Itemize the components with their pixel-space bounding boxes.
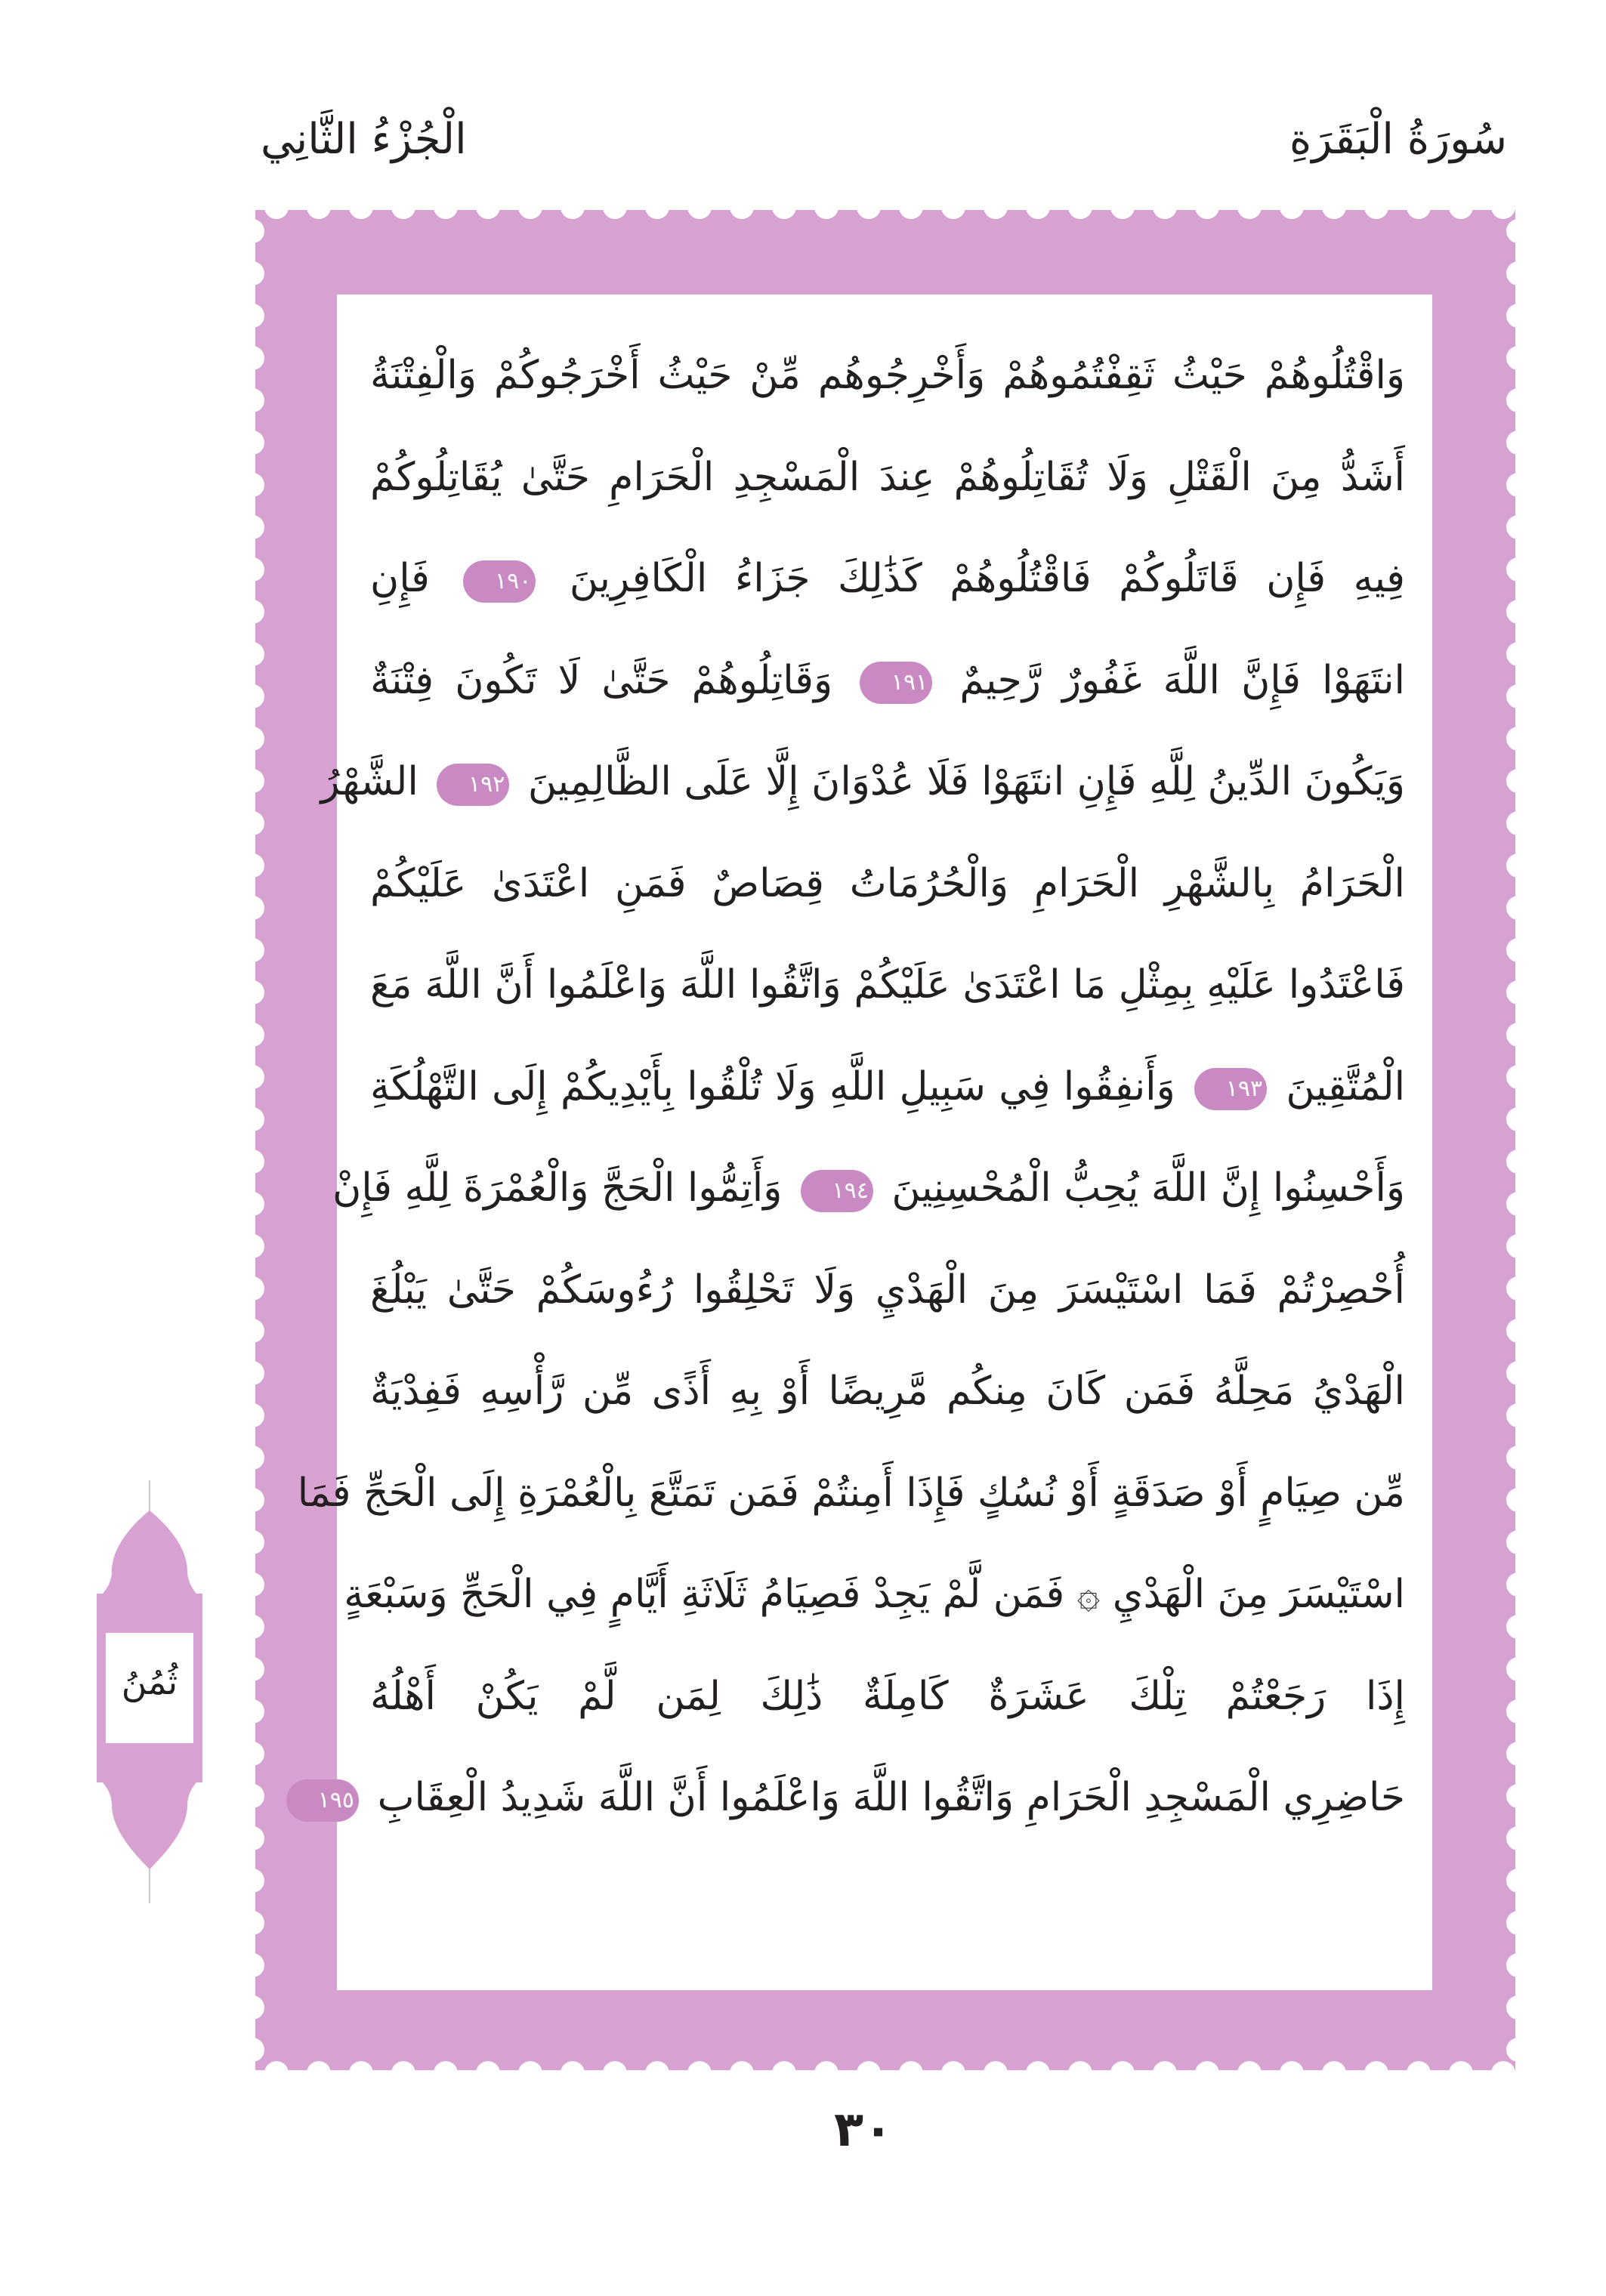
- frame-scallop: [1280, 2061, 1304, 2085]
- line-text: فَاعْتَدُوا عَلَيْهِ بِمِثْلِ مَا اعْتَدَىٰ عَلَيْكُمْ وَاتَّقُوا اللَّهَ وَاعْلَمُوا أَنَّ اللَّهَ مَعَ: [370, 962, 1405, 1008]
- frame-scallop: [240, 557, 264, 582]
- frame-scallop: [561, 195, 585, 219]
- frame-scallop: [240, 1742, 264, 1766]
- frame-scallop: [645, 2061, 669, 2085]
- frame-scallop: [1506, 1869, 1530, 1893]
- line-text: الشَّهْرُ: [320, 759, 418, 804]
- line-text: انتَهَوْا فَإِنَّ اللَّهَ غَفُورٌ رَّحِيمٌ: [959, 657, 1406, 703]
- frame-scallop: [240, 1192, 264, 1216]
- frame-scallop: [240, 600, 264, 624]
- frame-scallop: [391, 2061, 415, 2085]
- frame-scallop: [1506, 1530, 1530, 1554]
- juz-title: الْجُزْءُ الثَّانِي: [261, 115, 467, 164]
- frame-scallop: [240, 1319, 264, 1343]
- quran-text-block: [297, 325, 1406, 1964]
- frame-scallop: [240, 727, 264, 751]
- line-text: إِذَا رَجَعْتُمْ تِلْكَ عَشَرَةٌ كَامِلَةٌ ذَٰلِكَ لِمَن لَّمْ يَكُنْ أَهْلُهُ: [370, 1673, 1405, 1719]
- verse-line: [332, 1137, 1405, 1239]
- frame-scallop: [1506, 1572, 1530, 1597]
- frame-scallop: [240, 1826, 264, 1850]
- ayah-number-marker: ١٩٥: [286, 1779, 359, 1822]
- frame-scallop: [240, 938, 264, 962]
- frame-scallop: [349, 195, 373, 219]
- frame-scallop: [857, 195, 881, 219]
- frame-scallop: [240, 219, 264, 243]
- line-text: الْحَرَامُ بِالشَّهْرِ الْحَرَامِ وَالْحُرُمَاتُ قِصَاصٌ فَمَنِ اعْتَدَىٰ عَلَيْكُمْ: [370, 860, 1405, 906]
- verse-line: [370, 325, 1405, 427]
- verse-line: [370, 1239, 1405, 1341]
- ayah-number-marker: ١٩٤: [801, 1170, 873, 1212]
- frame-scallop: [1506, 769, 1530, 793]
- frame-scallop: [240, 515, 264, 539]
- frame-scallop: [434, 2061, 458, 2085]
- verse-line: [344, 1544, 1405, 1646]
- frame-scallop: [240, 684, 264, 708]
- frame-scallop: [391, 195, 415, 219]
- frame-scallop: [1110, 195, 1135, 219]
- frame-scallop: [240, 388, 264, 412]
- frame-scallop: [1506, 1234, 1530, 1258]
- verse-line: [370, 1036, 1405, 1138]
- frame-scallop: [1506, 1953, 1530, 1977]
- frame-scallop: [476, 2061, 500, 2085]
- frame-scallop: [518, 2061, 542, 2085]
- verse-line: [320, 731, 1405, 833]
- frame-scallop: [1506, 1403, 1530, 1427]
- frame-scallop: [240, 1784, 264, 1808]
- frame-scallop: [240, 1699, 264, 1724]
- line-text: فِيهِ فَإِن قَاتَلُوكُمْ فَاقْتُلُوهُمْ كَذَٰلِكَ جَزَاءُ الْكَافِرِينَ: [569, 556, 1406, 601]
- frame-scallop: [603, 2061, 627, 2085]
- frame-scallop: [1506, 896, 1530, 920]
- frame-scallop: [240, 1234, 264, 1258]
- frame-scallop: [1506, 430, 1530, 455]
- frame-scallop: [1506, 1826, 1530, 1850]
- frame-scallop: [240, 1572, 264, 1597]
- frame-scallop: [240, 1403, 264, 1427]
- frame-scallop: [857, 2061, 881, 2085]
- frame-scallop: [1506, 811, 1530, 835]
- frame-scallop: [240, 769, 264, 793]
- surah-title: سُورَةُ الْبَقَرَةِ: [1289, 115, 1507, 164]
- frame-scallop: [1407, 2061, 1431, 2085]
- page-number: ٣٠: [833, 2102, 894, 2158]
- verse-line: [370, 528, 1405, 630]
- frame-scallop: [1195, 195, 1219, 219]
- frame-scallop: [984, 2061, 1008, 2085]
- frame-scallop: [240, 642, 264, 666]
- line-text: الْهَدْيُ مَحِلَّهُ فَمَن كَانَ مِنكُم مَّرِيضًا أَوْ بِهِ أَذًى مِّن رَّأْسِهِ فَفِدْيَةٌ: [370, 1369, 1405, 1414]
- thumn-marker: [89, 1480, 210, 1903]
- frame-scallop: [1068, 2061, 1092, 2085]
- frame-scallop: [899, 2061, 923, 2085]
- line-text: فَإِنِ: [370, 556, 430, 601]
- frame-scallop: [1491, 195, 1515, 219]
- frame-scallop: [561, 2061, 585, 2085]
- verse-line: [370, 1341, 1405, 1443]
- frame-scallop: [603, 195, 627, 219]
- frame-scallop: [1506, 346, 1530, 370]
- frame-scallop: [645, 195, 669, 219]
- ayah-number-marker: ١٩٢: [437, 764, 509, 806]
- frame-scallop: [240, 1911, 264, 1935]
- frame-scallop: [240, 1023, 264, 1047]
- frame-scallop: [1237, 2061, 1262, 2085]
- frame-scallop: [1110, 2061, 1135, 2085]
- line-text: مِّن صِيَامٍ أَوْ صَدَقَةٍ أَوْ نُسُكٍ فَإِذَا أَمِنتُمْ فَمَن تَمَتَّعَ بِالْعُمْرَةِ إِلَى الْحَجِّ فَمَا: [297, 1470, 1405, 1516]
- frame-scallop: [941, 195, 965, 219]
- frame-scallop: [1506, 1150, 1530, 1174]
- line-text: وَأَحْسِنُوا إِنَّ اللَّهَ يُحِبُّ الْمُحْسِنِينَ: [891, 1165, 1405, 1211]
- frame-scallop: [1364, 2061, 1388, 2085]
- frame-scallop: [1195, 2061, 1219, 2085]
- frame-scallop: [1506, 1446, 1530, 1470]
- frame-scallop: [240, 853, 264, 878]
- frame-scallop: [1506, 261, 1530, 285]
- frame-scallop: [264, 2061, 289, 2085]
- frame-scallop: [1506, 557, 1530, 582]
- frame-scallop: [307, 2061, 331, 2085]
- line-text: وَأَنفِقُوا فِي سَبِيلِ اللَّهِ وَلَا تُلْقُوا بِأَيْدِيكُمْ إِلَى التَّهْلُكَةِ: [370, 1063, 1175, 1109]
- line-text: أُحْصِرْتُمْ فَمَا اسْتَيْسَرَ مِنَ الْهَدْيِ وَلَا تَحْلِقُوا رُءُوسَكُمْ حَتَّىٰ يَبْلُغَ: [370, 1267, 1405, 1313]
- frame-scallop: [1506, 727, 1530, 751]
- frame-scallop: [1506, 515, 1530, 539]
- frame-scallop: [1506, 1107, 1530, 1131]
- frame-scallop: [476, 195, 500, 219]
- frame-scallop: [1506, 1319, 1530, 1343]
- frame-scallop: [240, 1361, 264, 1385]
- frame-scallop: [1506, 304, 1530, 328]
- frame-scallop: [1506, 684, 1530, 708]
- frame-scallop: [1322, 2061, 1346, 2085]
- verse-line: [370, 427, 1405, 529]
- frame-scallop: [240, 896, 264, 920]
- frame-scallop: [730, 2061, 754, 2085]
- frame-scallop: [1506, 1276, 1530, 1301]
- frame-scallop: [1506, 980, 1530, 1004]
- frame-scallop: [687, 195, 712, 219]
- frame-scallop: [1506, 1615, 1530, 1639]
- frame-scallop: [240, 430, 264, 455]
- frame-scallop: [1407, 195, 1431, 219]
- frame-scallop: [240, 1065, 264, 1089]
- frame-scallop: [240, 1276, 264, 1301]
- frame-scallop: [1026, 195, 1050, 219]
- frame-scallop: [240, 1150, 264, 1174]
- frame-scallop: [240, 304, 264, 328]
- frame-scallop: [240, 980, 264, 1004]
- frame-scallop: [1506, 1192, 1530, 1216]
- line-text: وَيَكُونَ الدِّينُ لِلَّهِ فَإِنِ انتَهَوْا فَلَا عُدْوَانَ إِلَّا عَلَى الظَّالِمِينَ: [527, 759, 1405, 804]
- frame-scallop: [1506, 600, 1530, 624]
- verse-line: [317, 1747, 1405, 1849]
- line-text: أَشَدُّ مِنَ الْقَتْلِ وَلَا تُقَاتِلُوهُمْ عِندَ الْمَسْجِدِ الْحَرَامِ حَتَّىٰ يُقَاتِلُوكُمْ: [370, 454, 1405, 500]
- ayah-number-marker: ١٩٣: [1194, 1068, 1267, 1110]
- frame-scallop: [434, 195, 458, 219]
- line-text: الْمُتَّقِينَ: [1286, 1063, 1406, 1109]
- frame-scallop: [1506, 938, 1530, 962]
- frame-scallop: [240, 811, 264, 835]
- verse-line: [370, 1646, 1405, 1748]
- frame-scallop: [264, 195, 289, 219]
- line-text: وَأَتِمُّوا الْحَجَّ وَالْعُمْرَةَ لِلَّهِ فَإِنْ: [332, 1165, 783, 1211]
- frame-scallop: [1506, 1065, 1530, 1089]
- frame-scallop: [240, 2038, 264, 2062]
- frame-scallop: [941, 2061, 965, 2085]
- frame-scallop: [240, 1107, 264, 1131]
- frame-scallop: [240, 1615, 264, 1639]
- frame-scallop: [1506, 473, 1530, 497]
- verse-line: [370, 630, 1405, 732]
- frame-scallop: [240, 1657, 264, 1681]
- frame-scallop: [240, 346, 264, 370]
- frame-scallop: [1506, 1657, 1530, 1681]
- frame-scallop: [1506, 1361, 1530, 1385]
- frame-scallop: [1280, 195, 1304, 219]
- line-text: حَاضِرِي الْمَسْجِدِ الْحَرَامِ وَاتَّقُوا اللَّهَ وَاعْلَمُوا أَنَّ اللَّهَ شَدِيدُ الْعِقَابِ: [377, 1775, 1405, 1820]
- frame-scallop: [240, 1995, 264, 2020]
- frame-scallop: [1506, 219, 1530, 243]
- frame-scallop: [1449, 195, 1473, 219]
- frame-scallop: [518, 195, 542, 219]
- frame-scallop: [1068, 195, 1092, 219]
- frame-scallop: [1506, 1911, 1530, 1935]
- frame-scallop: [1506, 1488, 1530, 1512]
- frame-scallop: [814, 2061, 839, 2085]
- frame-scallop: [772, 2061, 796, 2085]
- frame-scallop: [772, 195, 796, 219]
- frame-scallop: [240, 1953, 264, 1977]
- frame-scallop: [1506, 1995, 1530, 2020]
- line-text: وَاقْتُلُوهُمْ حَيْثُ ثَقِفْتُمُوهُمْ وَأَخْرِجُوهُم مِّنْ حَيْثُ أَخْرَجُوكُمْ وَالْفِتْنَةُ: [370, 353, 1405, 398]
- frame-scallop: [240, 1530, 264, 1554]
- frame-scallop: [349, 2061, 373, 2085]
- frame-scallop: [1364, 195, 1388, 219]
- line-text: وَقَاتِلُوهُمْ حَتَّىٰ لَا تَكُونَ فِتْنَةٌ: [370, 657, 833, 703]
- frame-scallop: [1237, 195, 1262, 219]
- frame-scallop: [814, 195, 839, 219]
- frame-scallop: [240, 261, 264, 285]
- frame-scallop: [1026, 2061, 1050, 2085]
- ayah-number-marker: ١٩٠: [463, 560, 536, 603]
- frame-scallop: [1491, 2061, 1515, 2085]
- verse-line: [370, 934, 1405, 1036]
- frame-scallop: [1153, 2061, 1177, 2085]
- frame-scallop: [730, 195, 754, 219]
- frame-scallop: [687, 2061, 712, 2085]
- frame-scallop: [899, 195, 923, 219]
- frame-scallop: [1506, 388, 1530, 412]
- frame-scallop: [307, 195, 331, 219]
- thumn-label: ثُمُنُ: [121, 1662, 178, 1702]
- frame-scallop: [240, 473, 264, 497]
- frame-scallop: [1506, 853, 1530, 878]
- frame-scallop: [1506, 2038, 1530, 2062]
- frame-scallop: [1506, 1742, 1530, 1766]
- frame-scallop: [1506, 642, 1530, 666]
- frame-scallop: [240, 1869, 264, 1893]
- frame-scallop: [1506, 1023, 1530, 1047]
- frame-scallop: [240, 1446, 264, 1470]
- frame-scallop: [984, 195, 1008, 219]
- verse-line: [370, 833, 1405, 935]
- frame-scallop: [1449, 2061, 1473, 2085]
- frame-scallop: [1506, 1699, 1530, 1724]
- line-text: اسْتَيْسَرَ مِنَ الْهَدْيِ ۞ فَمَن لَّمْ يَجِدْ فَصِيَامُ ثَلَاثَةِ أَيَّامٍ فِي الْحَجِّ وَسَبْعَةٍ: [344, 1572, 1405, 1617]
- ayah-number-marker: ١٩١: [860, 662, 932, 704]
- frame-scallop: [240, 1488, 264, 1512]
- frame-scallop: [1153, 195, 1177, 219]
- frame-scallop: [1322, 195, 1346, 219]
- verse-line: [297, 1443, 1405, 1545]
- frame-scallop: [1506, 1784, 1530, 1808]
